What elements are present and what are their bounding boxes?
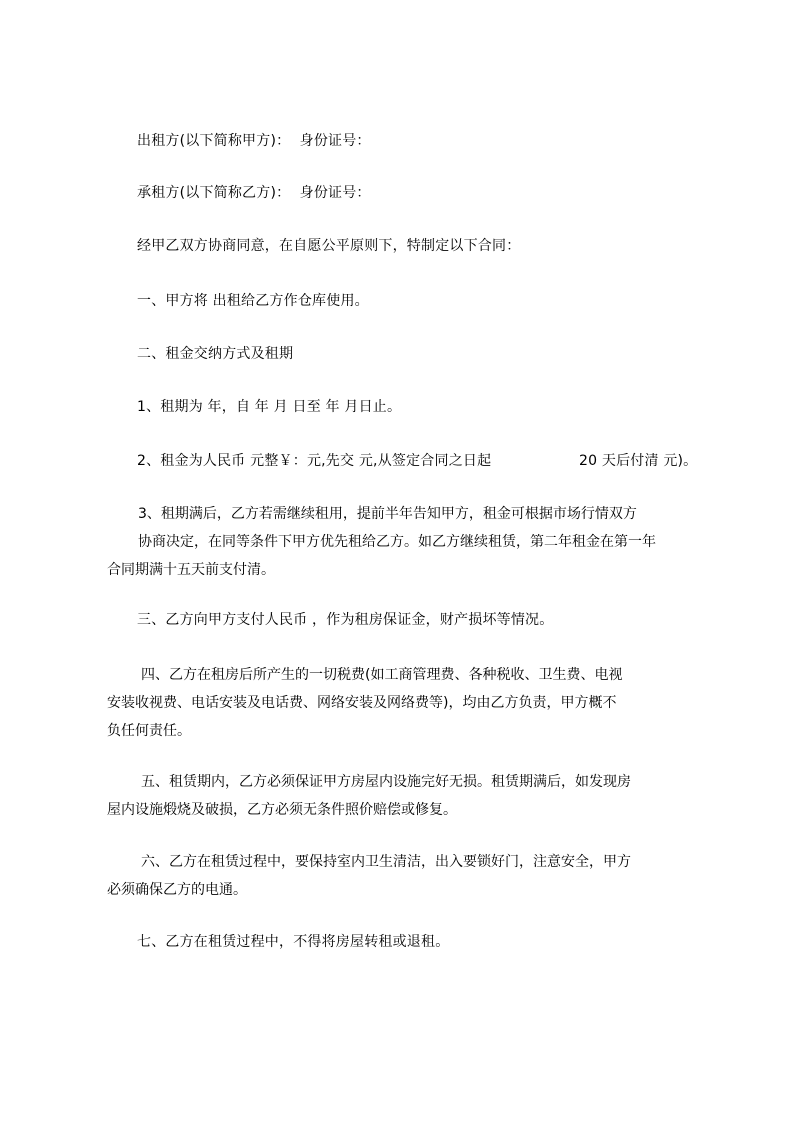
clause-2-item-1: 1、租期为 年，自 年 月 日至 年 月日止。: [137, 399, 402, 415]
clause-6-line-1: 六、乙方在租赁过程中，要保持室内卫生清洁，出入要锁好门，注意安全，甲方: [141, 854, 631, 870]
clause-7: 七、乙方在租赁过程中，不得将房屋转租或退租。: [137, 934, 450, 950]
clause-2-title: 二、租金交纳方式及租期: [137, 346, 294, 362]
preamble-line: 经甲乙双方协商同意，在自愿公平原则下，特制定以下合同：: [137, 238, 521, 254]
clause-6-line-2: 必须确保乙方的电通。: [107, 882, 247, 898]
clause-6: [107, 848, 631, 904]
clause-4-line-1: 四、乙方在租房后所产生的一切税费(如工商管理费、各种税收、卫生费、电视: [141, 667, 623, 683]
lessor-line: 出租方(以下简称甲方)： 身份证号：: [137, 133, 371, 149]
clause-5: [107, 768, 631, 824]
clause-2-item-2-part-b: 20 天后付清 元)。: [579, 453, 698, 469]
clause-2-item-3: [107, 500, 656, 584]
clause-4: [107, 661, 622, 745]
lessee-line: 承租方(以下简称乙方)： 身份证号：: [137, 185, 371, 201]
clause-4-line-2: 安装收视费、电话安装及电话费、网络安装及网络费等)，均由乙方负责，甲方概不: [107, 695, 617, 711]
clause-1: 一、甲方将 出租给乙方作仓库使用。: [137, 293, 369, 309]
clause-4-line-3: 负任何责任。: [107, 723, 191, 739]
clause-5-line-2: 屋内设施煅烧及破损，乙方必须无条件照价赔偿或修复。: [107, 802, 457, 818]
clause-2-item-3-line-3: 合同期满十五天前支付清。: [107, 562, 275, 578]
clause-2-item-3-line-1: 3、租期满后，乙方若需继续租用，提前半年告知甲方，租金可根据市场行情双方: [138, 506, 637, 522]
clause-3: 三、乙方向甲方支付人民币 ，作为租房保证金，财产损坏等情况。: [137, 612, 554, 628]
clause-5-line-1: 五、租赁期内，乙方必须保证甲方房屋内设施完好无损。租赁期满后，如发现房: [141, 774, 631, 790]
clause-2-item-3-line-2: 协商决定，在同等条件下甲方优先租给乙方。如乙方继续租赁，第二年租金在第一年: [138, 534, 656, 550]
clause-2-item-2-part-a: 2、租金为人民币 元整￥：元,先交 元,从签定合同之日起: [137, 453, 492, 469]
